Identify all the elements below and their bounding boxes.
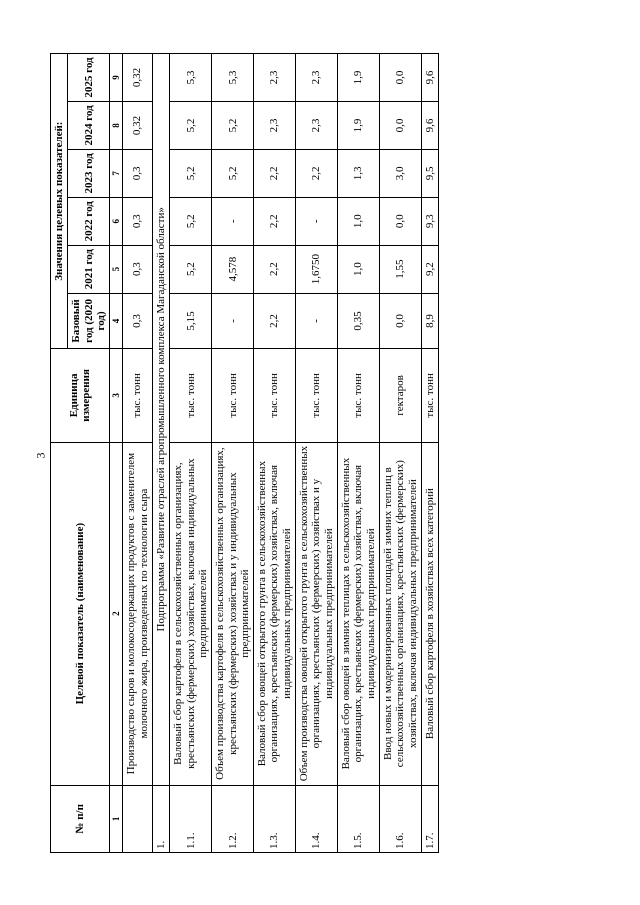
cell-base: 8,9 (421, 293, 438, 349)
document-table-container (50, 53, 570, 853)
cell-y2022: 2,2 (254, 197, 296, 245)
target-indicators-table (50, 53, 439, 853)
cell-y2021: 9,2 (421, 245, 438, 293)
cell-y2022: 9,3 (421, 197, 438, 245)
cell-no: 1.2. (212, 785, 254, 852)
page-number: 3 (33, 452, 48, 459)
section-title: Подпрограмма «Развитие отраслей агропромышленного комплекса Магаданской области» (152, 54, 169, 786)
header-unit: Единица измерения (51, 349, 110, 442)
cell-y2021: 4,578 (212, 245, 254, 293)
table-row (212, 54, 254, 853)
header-values-group: Значения целевых показателей: (51, 54, 68, 349)
column-number: 6 (110, 197, 123, 245)
cell-y2023: 5,2 (170, 149, 212, 197)
header-year-2021: 2021 год (68, 245, 110, 293)
cell-no: 1.7. (421, 785, 438, 852)
cell-y2023: 0,3 (123, 149, 153, 197)
cell-y2023: 3,0 (379, 149, 421, 197)
table-row (123, 54, 153, 853)
cell-unit: тыс. тонн (254, 349, 296, 442)
cell-y2024: 0,32 (123, 101, 153, 149)
cell-y2022: - (212, 197, 254, 245)
cell-unit: тыс. тонн (421, 349, 438, 442)
cell-y2025: 2,3 (296, 54, 338, 102)
section-row (152, 54, 169, 853)
column-number: 4 (110, 293, 123, 349)
cell-y2025: 5,3 (170, 54, 212, 102)
header-row (51, 54, 68, 853)
cell-base: 5,15 (170, 293, 212, 349)
cell-base: 0,0 (379, 293, 421, 349)
column-number: 9 (110, 54, 123, 102)
cell-base: 0,3 (123, 293, 153, 349)
header-name: Целевой показатель (наименование) (51, 442, 110, 785)
table-row (170, 54, 212, 853)
cell-y2023: 1,3 (338, 149, 380, 197)
cell-y2024: 1,9 (338, 101, 380, 149)
cell-y2022: - (296, 197, 338, 245)
header-year-2024: 2024 год (68, 101, 110, 149)
cell-name: Валовый сбор картофеля в сельскохозяйственных организациях, крестьянских (фермерских) хозяйствах, включая индивидуальных предпринимателей (170, 442, 212, 785)
cell-y2024: 2,3 (296, 101, 338, 149)
cell-y2025: 2,3 (254, 54, 296, 102)
cell-unit: тыс. тонн (296, 349, 338, 442)
cell-y2024: 5,2 (212, 101, 254, 149)
cell-y2025: 5,3 (212, 54, 254, 102)
cell-y2025: 1,9 (338, 54, 380, 102)
cell-no: 1.5. (338, 785, 380, 852)
header-year-2025: 2025 год (68, 54, 110, 102)
cell-name: Ввод новых и модернизированных площадей зимних теплиц в сельскохозяйственных организациях, крестьянских (фермерских) хозяйствах, включая индивидуальных предпринимателей (379, 442, 421, 785)
cell-y2023: 5,2 (212, 149, 254, 197)
column-number: 7 (110, 149, 123, 197)
table-row (338, 54, 380, 853)
cell-y2025: 0,0 (379, 54, 421, 102)
cell-no: 1.4. (296, 785, 338, 852)
table-row (379, 54, 421, 853)
cell-name: Объем производства овощей открытого грунта в сельскохозяйственных организациях, крестьянских (фермерских) хозяйствах и у индивидуальных предпринимателей (296, 442, 338, 785)
cell-y2025: 9,6 (421, 54, 438, 102)
cell-no (123, 785, 153, 852)
column-number: 5 (110, 245, 123, 293)
cell-y2021: 1,6750 (296, 245, 338, 293)
cell-name: Валовый сбор картофеля в хозяйствах всех категорий (421, 442, 438, 785)
table-row (254, 54, 296, 853)
cell-unit: тыс. тонн (212, 349, 254, 442)
header-year-2023: 2023 год (68, 149, 110, 197)
cell-no: 1.6. (379, 785, 421, 852)
column-number: 2 (110, 442, 123, 785)
cell-y2024: 0,0 (379, 101, 421, 149)
cell-y2021: 5,2 (170, 245, 212, 293)
cell-unit: гектаров (379, 349, 421, 442)
cell-y2024: 9,6 (421, 101, 438, 149)
cell-y2022: 0,0 (379, 197, 421, 245)
column-number: 3 (110, 349, 123, 442)
cell-y2023: 2,2 (296, 149, 338, 197)
table-row (421, 54, 438, 853)
cell-y2024: 5,2 (170, 101, 212, 149)
column-number: 1 (110, 785, 123, 852)
cell-name: Объем производства картофеля в сельскохозяйственных организациях, крестьянских (фермерских) хозяйствах и у индивидуальных предпринимателей (212, 442, 254, 785)
cell-unit: тыс. тонн (338, 349, 380, 442)
cell-y2021: 1,0 (338, 245, 380, 293)
cell-base: 0,35 (338, 293, 380, 349)
cell-unit: тыс. тонн (123, 349, 153, 442)
cell-no: 1.3. (254, 785, 296, 852)
cell-name: Валовый сбор овощей в зимних теплицах в сельскохозяйственных организациях, крестьянских (фермерских) хозяйствах, включая индивидуальных предпринимателей (338, 442, 380, 785)
cell-y2022: 1,0 (338, 197, 380, 245)
header-no: № п/п (51, 785, 110, 852)
cell-y2021: 2,2 (254, 245, 296, 293)
cell-name: Производство сыров и молокосодержащих продуктов с заменителем молочного жира, произведенных по технологии сыра (123, 442, 153, 785)
cell-base: - (212, 293, 254, 349)
table-row (296, 54, 338, 853)
cell-name: Валовый сбор овощей открытого грунта в сельскохозяйственных организациях, крестьянских (фермерских) хозяйствах, включая индивидуальных предпринимателей (254, 442, 296, 785)
column-numbers-row (110, 54, 123, 853)
cell-y2023: 9,5 (421, 149, 438, 197)
header-base-year: Базовый год (2020 год) (68, 293, 110, 349)
cell-y2021: 0,3 (123, 245, 153, 293)
column-number: 8 (110, 101, 123, 149)
header-year-2022: 2022 год (68, 197, 110, 245)
cell-y2022: 5,2 (170, 197, 212, 245)
cell-y2021: 1,55 (379, 245, 421, 293)
section-number: 1. (152, 785, 169, 852)
cell-base: 2,2 (254, 293, 296, 349)
cell-base: - (296, 293, 338, 349)
cell-unit: тыс. тонн (170, 349, 212, 442)
table-body (123, 54, 439, 853)
cell-y2023: 2,2 (254, 149, 296, 197)
cell-y2024: 2,3 (254, 101, 296, 149)
cell-y2025: 0,32 (123, 54, 153, 102)
cell-y2022: 0,3 (123, 197, 153, 245)
cell-no: 1.1. (170, 785, 212, 852)
